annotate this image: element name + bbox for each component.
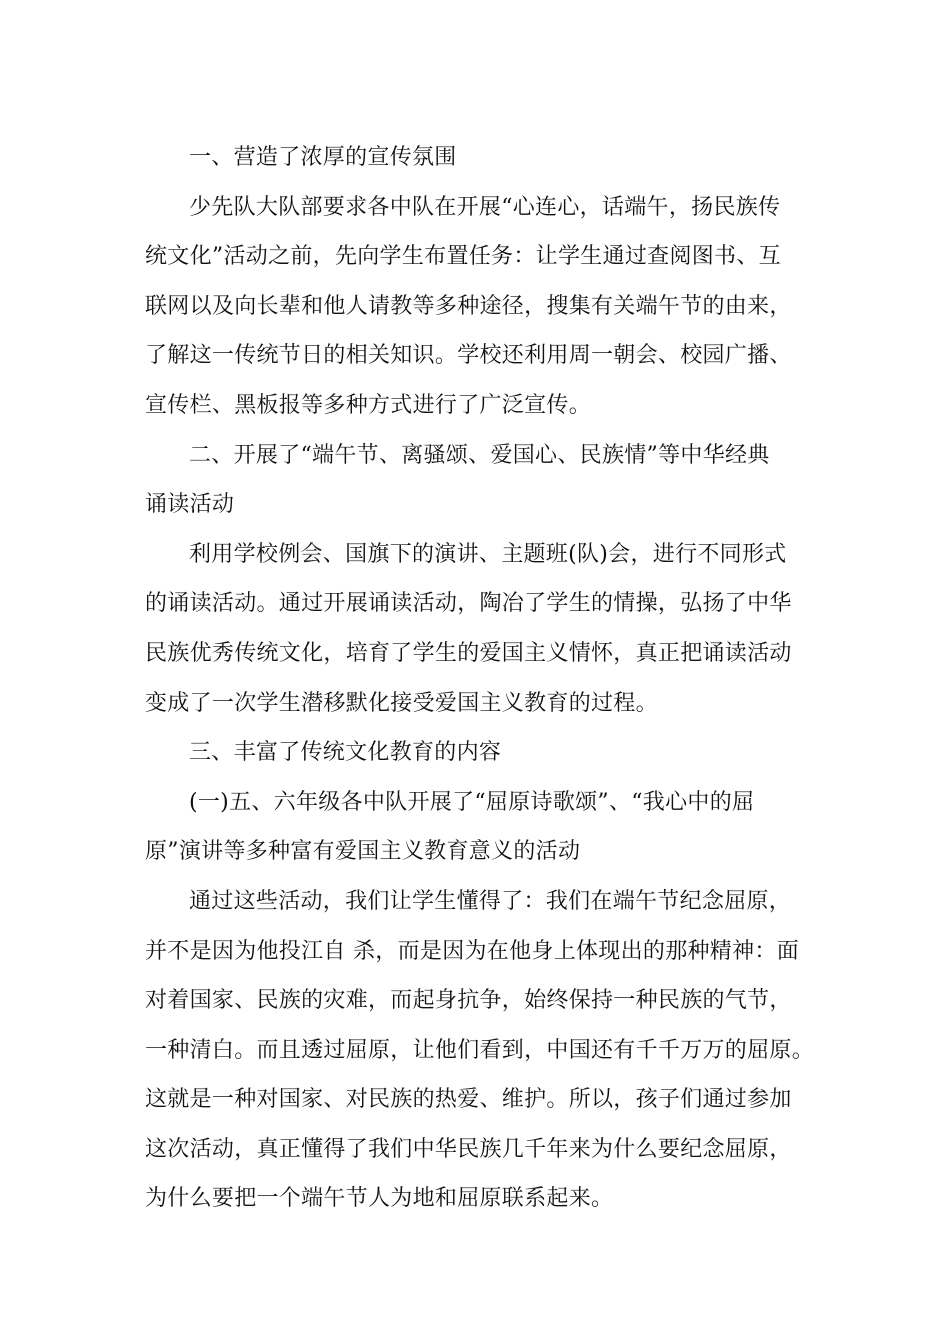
paragraph-2-line: 变成了一次学生潜移默化接受爱国主义教育的过程。: [145, 690, 658, 716]
paragraph-3-line: 通过这些活动，我们让学生懂得了：我们在端午节纪念屈原，: [189, 888, 792, 914]
subheading-3-1-cont: 原”演讲等多种富有爱国主义教育意义的活动: [145, 839, 581, 865]
paragraph-1-line: 联网以及向长辈和他人请教等多种途径，搜集有关端午节的由来，: [145, 293, 792, 319]
paragraph-1-line: 统文化”活动之前，先向学生布置任务：让学生通过查阅图书、互: [145, 244, 781, 270]
paragraph-3-line: 这次活动，真正懂得了我们中华民族几千年来为什么要纪念屈原，: [145, 1136, 792, 1162]
paragraph-2-line: 民族优秀传统文化，培育了学生的爱国主义情怀，真正把诵读活动: [145, 640, 792, 666]
heading-3: 三、丰富了传统文化教育的内容: [189, 740, 502, 766]
paragraph-1-line: 了解这一传统节日的相关知识。学校还利用周一朝会、校园广播、: [145, 343, 792, 369]
paragraph-3-line: 对着国家、民族的灾难，而起身抗争，始终保持一种民族的气节，: [145, 988, 792, 1014]
heading-2-cont: 诵读活动: [145, 492, 235, 518]
paragraph-2-line: 利用学校例会、国旗下的演讲、主题班(队)会，进行不同形式: [189, 541, 787, 567]
paragraph-2-line: 的诵读活动。通过开展诵读活动，陶冶了学生的情操，弘扬了中华: [145, 591, 792, 617]
paragraph-1-line: 少先队大队部要求各中队在开展“心连心，话端午，扬民族传: [189, 194, 781, 220]
document-body: [145, 133, 815, 1224]
heading-1: 一、营造了浓厚的宣传氛围: [189, 145, 457, 170]
paragraph-3-line: 一种清白。而且透过屈原，让他们看到，中国还有千千万万的屈原。: [145, 1037, 815, 1063]
paragraph-3-line: 并不是因为他投江自 杀，而是因为在他身上体现出的那种精神：面: [145, 938, 799, 964]
subheading-3-1: (一)五、六年级各中队开展了“屈原诗歌颂”、“我心中的屈: [189, 789, 755, 815]
paragraph-3-line: 为什么要把一个端午节人为地和屈原联系起来。: [145, 1186, 614, 1212]
paragraph-3-line: 这就是一种对国家、对民族的热爱、维护。所以，孩子们通过参加: [145, 1087, 792, 1113]
paragraph-1-line: 宣传栏、黑板报等多种方式进行了广泛宣传。: [145, 392, 592, 418]
heading-2: 二、开展了“端午节、离骚颂、爱国心、民族情”等中华经典: [189, 442, 770, 468]
